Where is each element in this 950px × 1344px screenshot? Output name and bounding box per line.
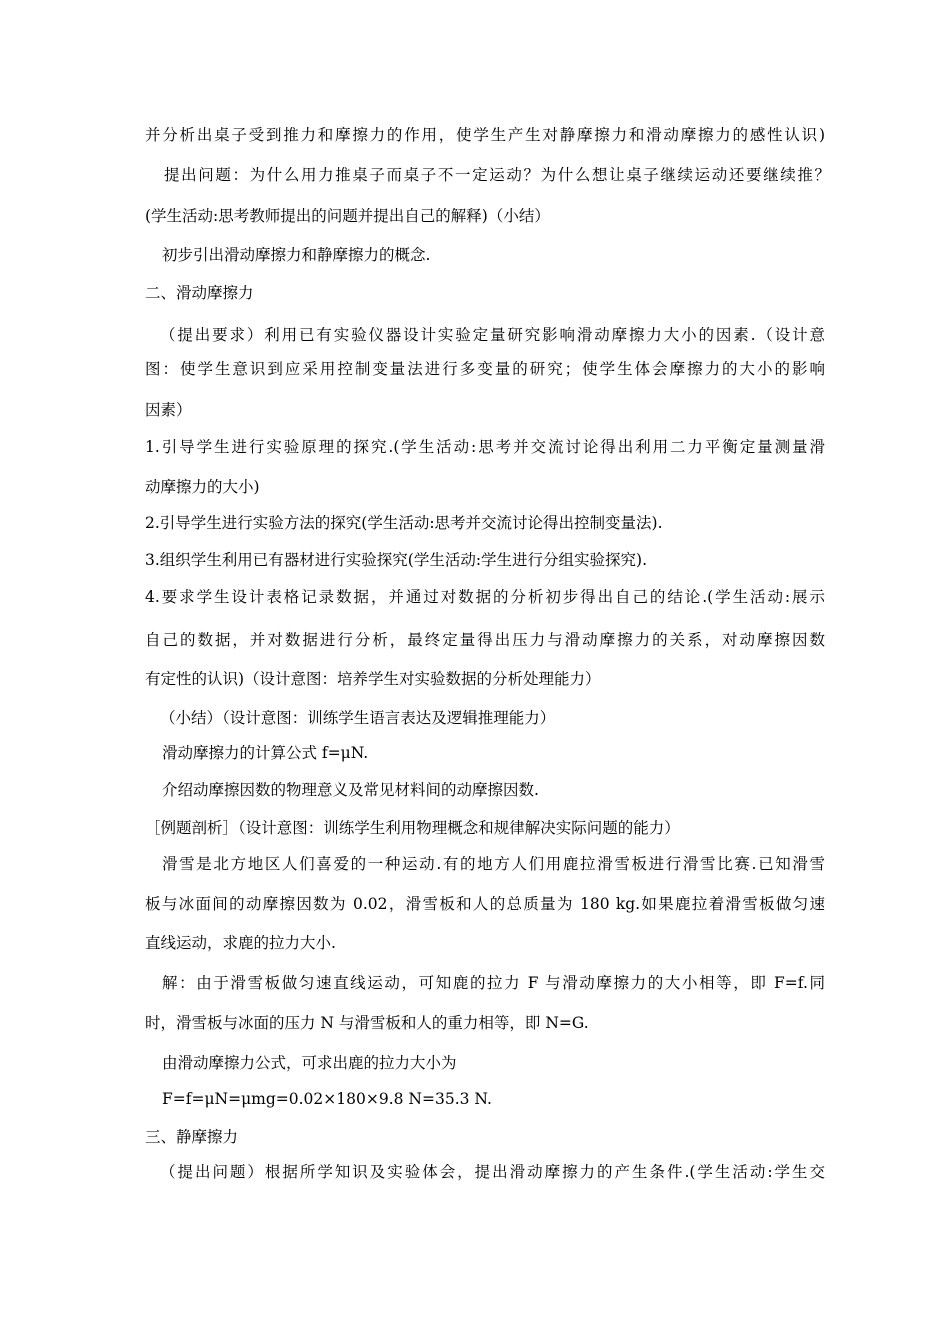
paragraph-line: 因素） — [145, 401, 192, 419]
section-heading: 二、滑动摩擦力 — [145, 284, 254, 302]
paragraph-line: 并分析出桌子受到推力和摩擦力的作用，使学生产生对静摩擦力和滑动摩擦力的感性认识) — [145, 126, 825, 144]
paragraph-line: (学生活动:思考教师提出的问题并提出自己的解释)（小结） — [145, 207, 550, 225]
paragraph-line: 初步引出滑动摩擦力和静摩擦力的概念. — [162, 246, 431, 264]
paragraph-line: 4.要求学生设计表格记录数据，并通过对数据的分析初步得出自己的结论.(学生活动:展示 — [145, 588, 825, 606]
paragraph-line: 由滑动摩擦力公式，可求出鹿的拉力大小为 — [162, 1054, 457, 1072]
paragraph-line: （提出要求）利用已有实验仪器设计实验定量研究影响滑动摩擦力大小的因素.（设计意 — [160, 326, 825, 344]
example-heading: ［例题剖析］（设计意图：训练学生利用物理概念和规律解决实际问题的能力） — [145, 819, 680, 837]
paragraph-line: 解：由于滑雪板做匀速直线运动，可知鹿的拉力 F 与滑动摩擦力的大小相等，即 F=f.同 — [162, 974, 825, 992]
paragraph-line: （小结）（设计意图：训练学生语言表达及逻辑推理能力） — [160, 709, 556, 727]
formula-line: 滑动摩擦力的计算公式 f=μN. — [162, 744, 369, 762]
paragraph-line: 图：使学生意识到应采用控制变量法进行多变量的研究；使学生体会摩擦力的大小的影响 — [145, 360, 825, 378]
paragraph-line: 介绍动摩擦因数的物理意义及常见材料间的动摩擦因数. — [162, 781, 539, 799]
paragraph-line: （提出问题）根据所学知识及实验体会，提出滑动摩擦力的产生条件.(学生活动:学生交 — [160, 1163, 825, 1181]
paragraph-line: 动摩擦力的大小) — [145, 478, 260, 496]
paragraph-line: 1.引导学生进行实验原理的探究.(学生活动:思考并交流讨论得出利用二力平衡定量测量滑 — [145, 438, 825, 456]
paragraph-line: 3.组织学生利用已有器材进行实验探究(学生活动:学生进行分组实验探究). — [145, 551, 648, 569]
paragraph-line: 直线运动，求鹿的拉力大小. — [145, 934, 336, 952]
paragraph-line: 提出问题：为什么用力推桌子而桌子不一定运动？为什么想让桌子继续运动还要继续推？ — [164, 166, 830, 184]
paragraph-line: 滑雪是北方地区人们喜爱的一种运动.有的地方人们用鹿拉滑雪板进行滑雪比赛.已知滑雪 — [162, 855, 825, 873]
paragraph-line: 有定性的认识)（设计意图：培养学生对实验数据的分析处理能力） — [145, 670, 601, 688]
section-heading: 三、静摩擦力 — [145, 1128, 239, 1146]
paragraph-line: 2.引导学生进行实验方法的探究(学生活动:思考并交流讨论得出控制变量法). — [145, 514, 663, 532]
formula-line: F=f=μN=μmg=0.02×180×9.8 N=35.3 N. — [162, 1090, 492, 1108]
paragraph-line: 时，滑雪板与冰面的压力 N 与滑雪板和人的重力相等，即 N=G. — [145, 1014, 589, 1032]
paragraph-line: 板与冰面间的动摩擦因数为 0.02，滑雪板和人的总质量为 180 kg.如果鹿拉着滑雪板做匀速 — [145, 895, 825, 913]
paragraph-line: 自己的数据，并对数据进行分析，最终定量得出压力与滑动摩擦力的关系，对动摩擦因数 — [145, 631, 825, 649]
